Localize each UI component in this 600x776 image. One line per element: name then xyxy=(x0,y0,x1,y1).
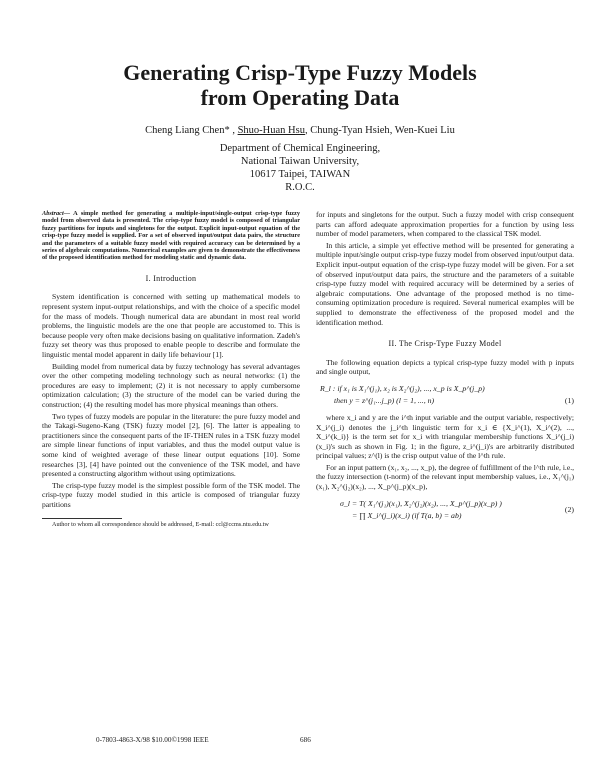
title-line-2: from Operating Data xyxy=(200,85,400,110)
affiliation xyxy=(100,142,500,194)
paragraph: For an input pattern (x₁, x₂, ..., x_p), the degree of fulfillment of the l^th rule, i.e., the fuzzy intersection (t-norm) of the relevant input membership values, i.e., X₁^(j₁)(x₁), X₂^(j₂)(x₂), ..., X_p^(j_p)(x_p), xyxy=(316,462,574,492)
paragraph: System identification is concerned with setting up mathematical models to represent system input-output relationships, and with the choice of a specific model for the mass of models. Though numerical data are abundant in most real world problems, the linguistic models are the one that people are accustomed to. This is because people very often make decisions basing on qualitative information. Zadeh's fuzzy set theory was thus proposed to enable people to describe and formulate the linguistic mental model apparent in daily life behaviour [1]. xyxy=(42,292,300,359)
paragraph: Two types of fuzzy models are popular in the literature: the pure fuzzy model and the Takagi-Sugeno-Kang (TSK) fuzzy model [2], [6]. The latter is appealing to practitioners since the consequent parts of the IF-THEN rules in a TSK fuzzy model are simple linear functions of input variables, and thus the model output value is some kind of weighted average of these linear output equations [10]. Some researches [3], [4] have pointed out the convenience of the TSK model, and have presented a constructing algorithm without using optimizations. xyxy=(42,411,300,479)
paragraph: The crisp-type fuzzy model is the simplest possible form of the TSK model. The crisp-type fuzzy model studied in this article is composed of triangular fuzzy partitions xyxy=(42,480,300,509)
author-1: Cheng Liang Chen* xyxy=(145,125,230,136)
abstract-body: A simple method for generating a multiple-input/single-output crisp-type fuzzy model from observed data is presented. The crisp-type fuzzy model is composed of triangular fuzzy partitions for inputs and singletons for the output. Explicit input-output equation of the crisp-type fuzzy model is supplied. For a set of observed input/output data pairs, the structure and the parameters of a suitable fuzzy model with required accuracy can be determined by a series of algebraic computations. Numerical examples are given to demonstrate the effectiveness of the proposed identification method for modeling static and dynamic data. xyxy=(42,210,300,262)
paragraph: Building model from numerical data by fuzzy technology has several advantages over the other competing modeling technology such as neural networks: (1) the procedures are easy to implement; (2) it is not necessary to apply cumbersome optimization calculation; (3) the structure of the model can be varied during the construction; (4) the resulting model has more physical meanings than others. xyxy=(42,361,300,409)
author-3: Chung-Tyan Hsieh xyxy=(310,125,390,136)
equation-1 xyxy=(316,383,574,407)
author-list xyxy=(60,125,540,136)
paragraph: for inputs and singletons for the output. Such a fuzzy model with crisp consequent parts can afford adequate approximation properties for a function by using less number of model parameters, when compared to the classical TSK model. xyxy=(316,210,574,239)
equation-line: R_l : if x₁ is X₁^(j₁), x₂ is X₂^(j₂), ..., x_p is X_p^(j_p) xyxy=(320,383,485,393)
right-column xyxy=(316,210,574,528)
copyright-footer: 0-7803-4863-X/98 $10.00©1998 IEEE xyxy=(96,736,209,744)
section-heading-crisp-type-model: II. The Crisp-Type Fuzzy Model xyxy=(388,339,502,349)
author-separator: , xyxy=(304,125,311,136)
paragraph: where x_i and y are the i^th input variable and the output variable, respectively; X_i^(j_i) denotes the j_i^th linguistic term for x_i ∈ {X_i^(1), X_i^(2), ..., X_i^(k_i)} is the term set for x_i with triangular membership functions X_i^(j_i)(x_i)'s such as shown in Fig. 1; in the figure, z_i^(j_i)'s are arbitrarily distributed principal values; z^(l) is the crisp output value of the l^th rule. xyxy=(316,412,574,461)
equation-line: = ∏ X_i^(j_i)(x_i) (if T(a, b) = ab) xyxy=(352,510,462,520)
paragraph: The following equation depicts a typical crisp-type fuzzy model with p inputs and single output, xyxy=(316,357,574,377)
abstract-lead: Abstract— xyxy=(42,210,70,217)
equation-number: (1) xyxy=(564,395,574,405)
equation-number: (2) xyxy=(564,504,574,514)
section-heading-introduction: I. Introduction xyxy=(145,273,197,283)
left-column xyxy=(42,210,300,528)
footnote-rule xyxy=(42,518,122,519)
author-2: Shuo-Huan Hsu xyxy=(237,125,305,136)
paragraph: In this article, a simple yet effective method will be presented for generating a multiple input/single output crisp-type fuzzy model from observed input/output data. Explicit input-output equation of the crisp-type fuzzy model will be given. For a set of observed input/output data pairs, the structure and the parameters of a suitable crisp-type fuzzy model with required accuracy will be determined by a series of algebraic computations. One advantage of the proposed method is no time-consuming optimization procedure is required. Several numerical examples will be supplied to demonstrate the effectiveness of the proposed model and the identification method. xyxy=(316,240,574,327)
author-4: Wen-Kuei Liu xyxy=(394,125,455,136)
equation-2 xyxy=(316,498,574,522)
affiliation-line: 10617 Taipei, TAIWAN xyxy=(249,169,351,180)
affiliation-line: R.O.C. xyxy=(285,182,315,193)
affiliation-line: Department of Chemical Engineering, xyxy=(219,143,381,154)
equation-line: σ_l = T( X₁^(j₁)(x₁), X₂^(j₂)(x₂), ..., X_p^(j_p)(x_p) ) xyxy=(340,498,502,508)
title-line-1: Generating Crisp-Type Fuzzy Models xyxy=(123,60,477,85)
paper-title xyxy=(60,60,540,110)
footnote: Author to whom all correspondence should be addressed, E-mail: ccl@ccms.ntu.edu.tw xyxy=(52,520,269,528)
author-separator: , xyxy=(229,125,238,136)
affiliation-line: National Taiwan University, xyxy=(240,156,360,167)
equation-line: then y = z^(j₁...j_p) (l = 1, ..., n) xyxy=(334,395,435,405)
author-separator: , xyxy=(389,125,395,136)
abstract xyxy=(42,210,300,262)
page-number: 686 xyxy=(300,736,311,744)
